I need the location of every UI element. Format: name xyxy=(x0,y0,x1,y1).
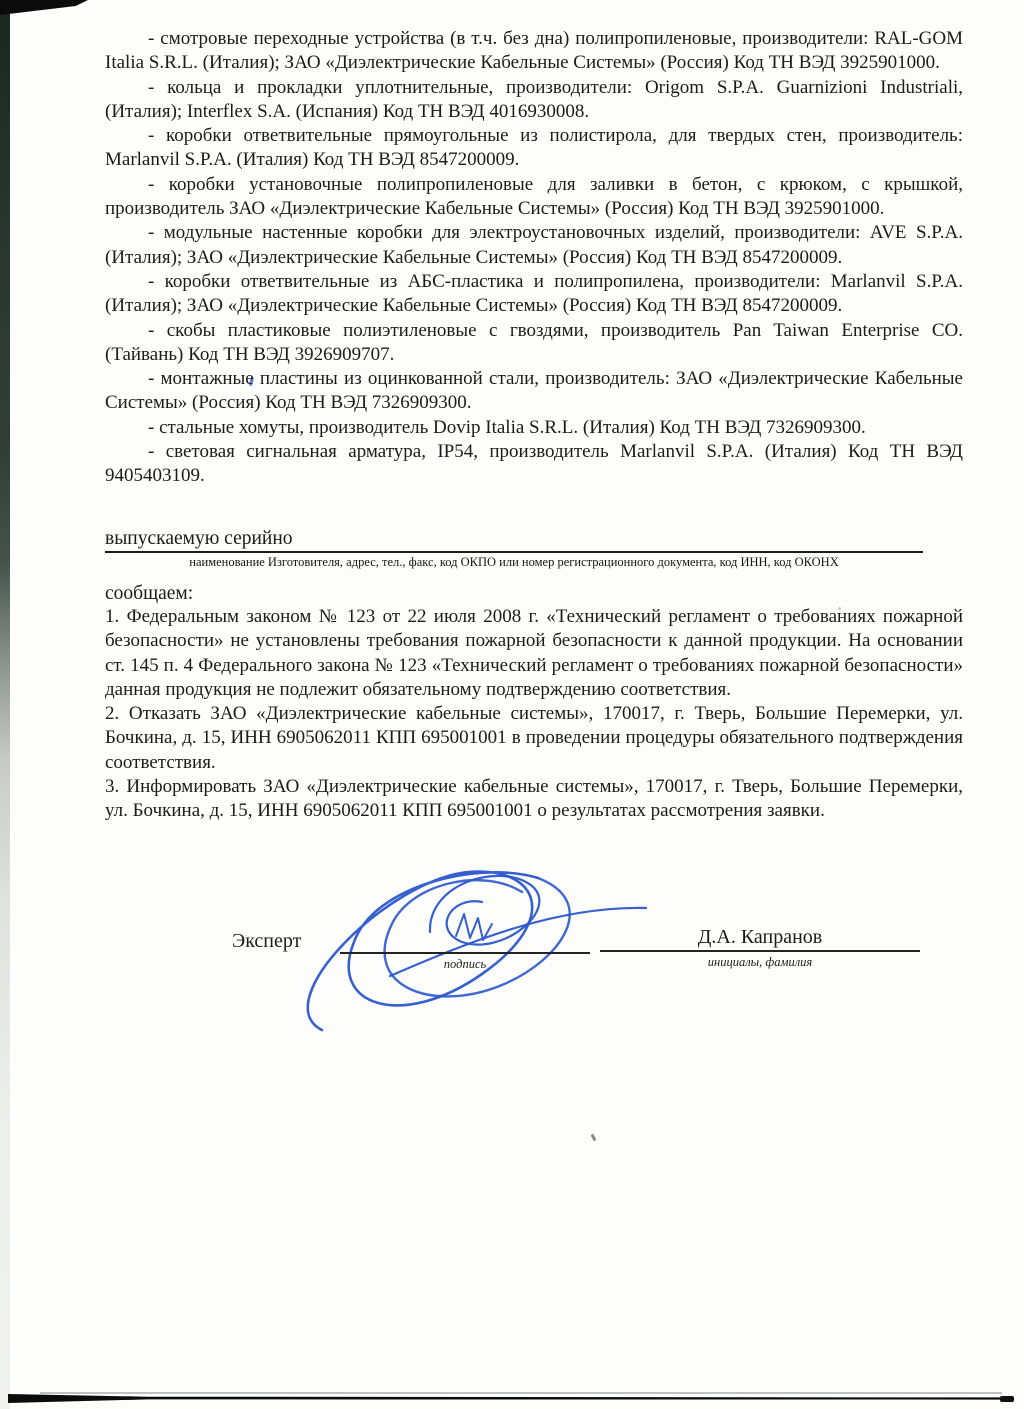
scan-edge-strip xyxy=(0,0,10,1409)
product-list xyxy=(105,27,963,489)
signature-line xyxy=(340,952,590,973)
series-note-value: выпускаемую серийно xyxy=(105,528,293,549)
decision-paragraphs xyxy=(105,605,963,824)
scan-corner-artifact xyxy=(0,0,88,15)
product-item: - световая сигнальная арматура, IP54, производитель Marlanvil S.P.A. (Италия) Код ТН ВЭД 9405403109. xyxy=(105,441,963,487)
decision-paragraph: 2. Отказать ЗАО «Диэлектрические кабельные системы», 170017, г. Тверь, Большие Перемерки, ул. Бочкина, д. 15, ИНН 6905062011 КПП 695001001 в проведении процедуры обязательного подтверждения соответствия. xyxy=(105,703,963,773)
product-item: - монтажные пластины из оцинкованной стали, производитель: ЗАО «Диэлектрические Кабельные Системы» (Россия) Код ТН ВЭД 7326909300. xyxy=(105,368,963,414)
form-field-rule xyxy=(105,551,923,553)
signature-line-caption: подпись xyxy=(443,957,487,971)
product-item: - стальные хомуты, производитель Dovip Italia S.R.L. (Италия) Код ТН ВЭД 7326909300. xyxy=(148,416,866,438)
product-item: - скобы пластиковые полиэтиленовые с гвоздями, производитель Pan Taiwan Enterprise CO. (Тайвань) Код ТН ВЭД 3926909707. xyxy=(105,319,963,365)
scan-bottom-bar xyxy=(8,1394,1008,1403)
scan-speck xyxy=(591,1134,597,1142)
scan-bottom-bar-end xyxy=(1000,1396,1014,1402)
form-field-caption: наименование Изготовителя, адрес, тел., факс, код ОКПО или номер регистрационного документа, код ИНН, код ОКОНХ xyxy=(189,555,839,569)
product-item: - коробки установочные полипропиленовые для заливки в бетон, с крюком, с крышкой, производитель ЗАО «Диэлектрические Кабельные Системы» (Россия) Код ТН ВЭД 3925901000. xyxy=(105,173,963,220)
product-item: - модульные настенные коробки для электроустановочных изделий, производители: AVE S.P.A. (Италия); ЗАО «Диэлектрические Кабельные Системы» (Россия) Код ТН ВЭД 8547200009. xyxy=(105,222,963,268)
product-item: - кольца и прокладки уплотнительные, производители: Origom S.P.A. Guarnizioni Industriali, (Италия); Interflex S.A. (Испания) Код ТН ВЭД 4016930008. xyxy=(105,76,963,122)
decision-paragraph: 3. Информировать ЗАО «Диэлектрические кабельные системы», 170017, г. Тверь, Большие Перемерки, ул. Бочкина, д. 15, ИНН 6905062011 КПП 695001001 о результатах рассмотрения заявки. xyxy=(105,776,963,822)
scan-edge-gap xyxy=(10,0,14,1409)
expert-name: Д.А. Капранов xyxy=(697,926,823,948)
product-item: - коробки ответвительные из АБС-пластика и полипропилена, производители: Marlanvil S.P.A. (Италия); ЗАО «Диэлектрические Кабельные Системы» (Россия) Код ТН ВЭД 8547200009. xyxy=(105,270,963,317)
scan-bottom-line xyxy=(40,1392,1002,1394)
name-line-caption: инициалы, фамилия xyxy=(707,955,813,969)
statement-intro: сообщаем: xyxy=(105,583,194,604)
product-item: - смотровые переходные устройства (в т.ч. без дна) полипропиленовые, производители: RAL-GOM Italia S.R.L. (Италия); ЗАО «Диэлектрические Кабельные Системы» (Россия) Код ТН ВЭД 3925901000. xyxy=(105,28,963,74)
name-line xyxy=(600,950,920,971)
series-note-field xyxy=(105,527,923,569)
product-item: - коробки ответвительные прямоугольные из полистирола, для твердых стен, производитель: Marlanvil S.P.A. (Италия) Код ТН ВЭД 8547200009. xyxy=(105,125,963,171)
decision-paragraph: 1. Федеральным законом № 123 от 22 июля 2008 г. «Технический регламент о требованиях пожарной безопасности» не установлены требования пожарной безопасности к данной продукции. На основании ст. 145 п. 4 Федерального закона № 123 «Технический регламент о требованиях пожарной безопасности» данная продукция не подлежит обязательному подтверждению соответствия. xyxy=(105,606,963,700)
expert-role-label: Эксперт xyxy=(232,930,302,952)
